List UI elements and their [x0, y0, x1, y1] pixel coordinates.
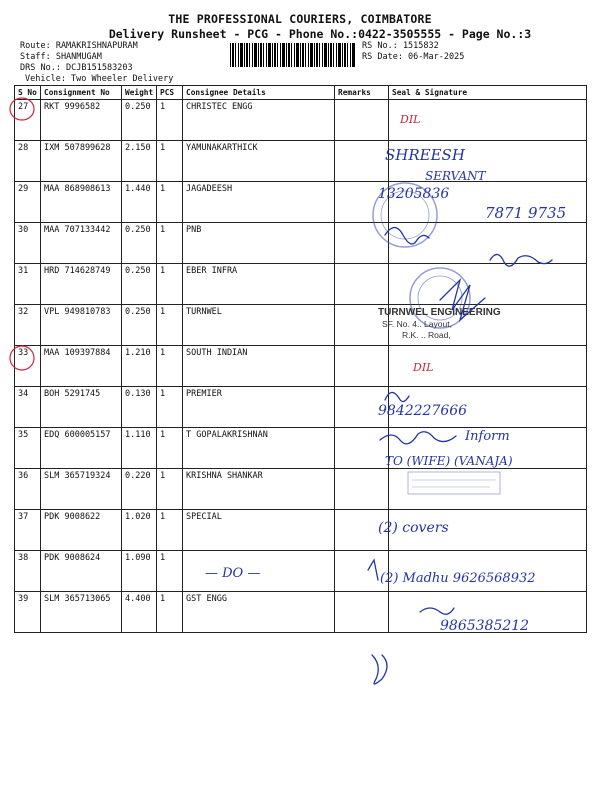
drs-number: DRS No.: DCJB151583203: [20, 63, 133, 73]
cell-pcs: 1: [157, 387, 183, 428]
cell-pcs: 1: [157, 346, 183, 387]
cell-sno: 36: [15, 469, 41, 510]
cell-sno: 39: [15, 592, 41, 633]
cell-sno: 33: [15, 346, 41, 387]
cell-consignee: PREMIER: [183, 387, 335, 428]
company-stamp-icon: [378, 307, 501, 340]
signature-text: SERVANT: [425, 169, 486, 183]
red-circle-mark-icon: [10, 98, 34, 120]
cell-sno: 34: [15, 387, 41, 428]
company-title: THE PROFESSIONAL COURIERS, COIMBATORE: [168, 12, 432, 26]
signature-text: SHREESH: [385, 146, 465, 164]
red-circle-mark-icon: [10, 346, 34, 370]
cell-pcs: 1: [157, 264, 183, 305]
cell-consignment: SLM 365719324: [41, 469, 122, 510]
stamp-line: R.K. .. Road,: [402, 330, 451, 340]
cell-pcs: 1: [157, 223, 183, 264]
header-consignee: Consignee Details: [183, 86, 335, 100]
cell-consignee: SPECIAL: [183, 510, 335, 551]
cell-consignment: PDK 9008622: [41, 510, 122, 551]
rs-number: RS No.: 1515832: [362, 41, 439, 51]
cell-consignee: PNB: [183, 223, 335, 264]
cell-weight: 0.250: [122, 223, 157, 264]
cell-sno: 27: [15, 100, 41, 141]
cell-consignee: JAGADEESH: [183, 182, 335, 223]
small-stamp-icon: [408, 472, 500, 494]
cell-weight: 4.400: [122, 592, 157, 633]
cell-weight: 0.250: [122, 305, 157, 346]
rs-date: RS Date: 06-Mar-2025: [362, 52, 465, 62]
header-pcs: PCS: [157, 86, 183, 100]
cell-consignment: MAA 868908613: [41, 182, 122, 223]
cell-consignee: SOUTH INDIAN: [183, 346, 335, 387]
cell-sno: 30: [15, 223, 41, 264]
cell-sno: 29: [15, 182, 41, 223]
ditto-mark: — DO —: [205, 566, 261, 581]
cell-pcs: 1: [157, 305, 183, 346]
cell-consignee: CHRISTEC ENGG: [183, 100, 335, 141]
header-consignment: Consignment No: [41, 86, 122, 100]
cell-consignment: MAA 707133442: [41, 223, 122, 264]
header-remarks: Remarks: [335, 86, 389, 100]
cell-consignment: VPL 949810783: [41, 305, 122, 346]
cell-weight: 2.150: [122, 141, 157, 182]
cell-pcs: 1: [157, 428, 183, 469]
cell-pcs: 1: [157, 469, 183, 510]
header-seal: Seal & Signature: [389, 86, 587, 100]
stamp-line: TURNWEL ENGINEERING: [378, 307, 501, 318]
cell-consignment: PDK 9008624: [41, 551, 122, 592]
handwritten-note: (2) Madhu 9626568932: [380, 571, 536, 586]
cell-weight: 0.220: [122, 469, 157, 510]
cell-consignment: HRD 714628749: [41, 264, 122, 305]
cell-sno: 37: [15, 510, 41, 551]
cell-weight: 0.250: [122, 100, 157, 141]
cell-consignment: IXM 507899628: [41, 141, 122, 182]
runsheet-subtitle: Delivery Runsheet - PCG - Phone No.:0422-3505555 - Page No.:3: [108, 27, 532, 41]
cell-consignee: EBER INFRA: [183, 264, 335, 305]
cell-pcs: 1: [157, 100, 183, 141]
cell-sno: 31: [15, 264, 41, 305]
cell-consignment: SLM 365713065: [41, 592, 122, 633]
cell-sno: 32: [15, 305, 41, 346]
cell-consignment: MAA 109397884: [41, 346, 122, 387]
handwritten-note: TO (WIFE) (VANAJA): [385, 454, 513, 468]
cell-consignee: YAMUNAKARTHICK: [183, 141, 335, 182]
cell-weight: 1.020: [122, 510, 157, 551]
cell-sno: 28: [15, 141, 41, 182]
cell-pcs: 1: [157, 551, 183, 592]
cell-weight: 1.090: [122, 551, 157, 592]
cell-sno: 35: [15, 428, 41, 469]
cell-weight: 1.210: [122, 346, 157, 387]
cell-consignee: TURNWEL: [183, 305, 335, 346]
handwritten-number: 7871 9735: [485, 204, 567, 222]
handwritten-phone: 9865385212: [440, 618, 530, 634]
cell-consignment: RKT 9996582: [41, 100, 122, 141]
cell-consignee: KRISHNA SHANKAR: [183, 469, 335, 510]
cell-pcs: 1: [157, 592, 183, 633]
route-label: Route: RAMAKRISHNAPURAM: [20, 41, 138, 51]
header-sno: S No: [15, 86, 41, 100]
handwritten-number: 13205836: [378, 186, 450, 202]
vehicle-label: Vehicle: Two Wheeler Delivery: [25, 74, 174, 84]
cell-consignment: EDQ 600005157: [41, 428, 122, 469]
stamp-line: SF. No. 4.. Layout,: [382, 319, 452, 329]
cell-weight: 0.130: [122, 387, 157, 428]
cell-pcs: 1: [157, 510, 183, 551]
cell-sno: 38: [15, 551, 41, 592]
cell-consignee: GST ENGG: [183, 592, 335, 633]
cell-weight: 1.440: [122, 182, 157, 223]
cell-pcs: 1: [157, 182, 183, 223]
handwritten-phone: 9842227666: [378, 403, 468, 419]
dil-note: DIL: [400, 113, 421, 126]
handwritten-note: Inform: [465, 429, 510, 444]
cell-weight: 1.110: [122, 428, 157, 469]
cell-consignment: BOH 5291745: [41, 387, 122, 428]
cell-consignee: T GOPALAKRISHNAN: [183, 428, 335, 469]
cell-pcs: 1: [157, 141, 183, 182]
cell-weight: 0.250: [122, 264, 157, 305]
header-weight: Weight: [122, 86, 157, 100]
dil-note: DIL: [413, 361, 434, 374]
staff-label: Staff: SHANMUGAM: [20, 52, 102, 62]
handwritten-note: (2) covers: [378, 520, 449, 536]
